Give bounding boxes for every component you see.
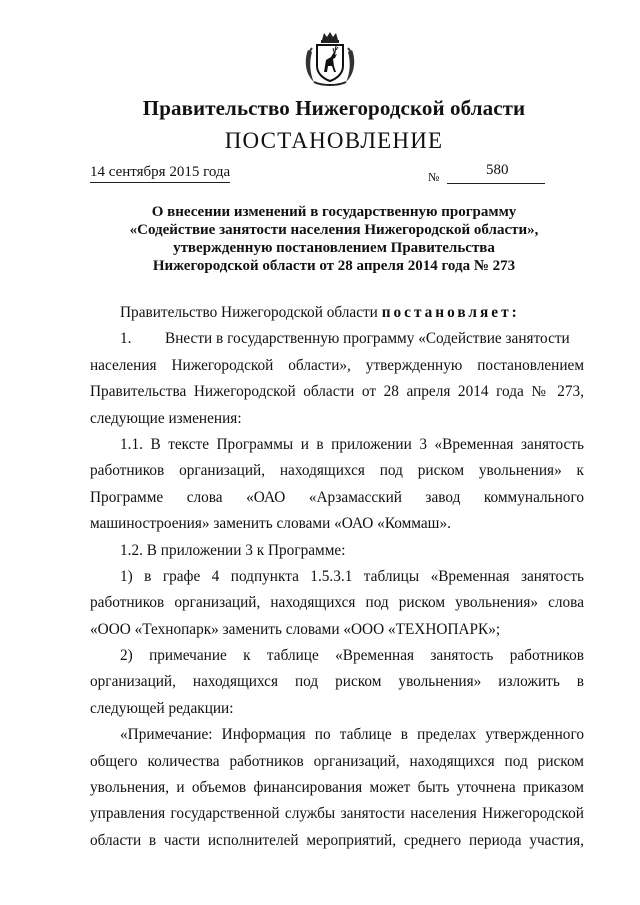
item-1-line: «ООО «Технопарк» заменить словами «ООО «ТЕХНОПАРК»; (90, 620, 501, 638)
document-subject (100, 203, 568, 275)
document-type-title: ПОСТАНОВЛЕНИЕ (224, 128, 444, 153)
subject-line: утвержденную постановлением Правительства (173, 240, 495, 256)
paragraph-1-1-line: Программе слова «ОАО «Арзамасский завод коммунального (90, 488, 584, 506)
item-2-line: 2) примечание к таблице «Временная занятость работников (120, 647, 584, 665)
paragraph-1-1-line: 1.1. В тексте Программы и в приложении 3 «Временная занятость (120, 435, 584, 453)
subject-line: Нижегородской области от 28 апреля 2014 года № 273 (152, 258, 516, 274)
item-2-line: следующей редакции: (90, 699, 234, 717)
subject-line: О внесении изменений в государственную программу (151, 204, 517, 220)
document-number: 580 (486, 162, 509, 178)
paragraph-1-1-line: машиностроения» заменить словами «ОАО «Коммаш». (90, 515, 451, 533)
document-body (90, 300, 584, 854)
note-line: управления государственной службы занятости населения Нижегородской (90, 805, 584, 823)
paragraph-1-line: населения Нижегородской области», утвержденную постановлением (90, 356, 584, 374)
paragraph-text: Внести в государственную программу «Содействие занятости (165, 330, 570, 348)
number-underline (447, 183, 545, 184)
preamble-text: Правительство Нижегородской области (120, 304, 382, 321)
paragraph-number: 1. (120, 330, 132, 348)
government-title: Правительство Нижегородской области (142, 96, 526, 120)
subject-line: «Содействие занятости населения Нижегородской области», (129, 222, 539, 238)
item-2-line: организаций, находящихся под риском увольнения» изложить в (90, 673, 584, 691)
document-date: 14 сентября 2015 года (90, 163, 230, 183)
coat-of-arms-icon (300, 30, 360, 88)
paragraph-1-line: следующие изменения: (90, 409, 242, 427)
paragraph-1-line (90, 326, 584, 352)
item-1-line: 1) в графе 4 подпункта 1.5.3.1 таблицы «Временная занятость (120, 567, 584, 585)
note-line: увольнения, и объемов финансирования может быть уточнена приказом (90, 779, 584, 797)
note-line: области в части исполнителей мероприятий, среднего периода участия, (90, 831, 584, 849)
preamble (90, 300, 584, 326)
paragraph-1-2-line: 1.2. В приложении 3 к Программе: (120, 541, 346, 559)
item-1-line: работников организаций, находящихся под риском увольнения» слова (90, 594, 584, 612)
number-label: № (428, 170, 440, 184)
paragraph-1-1-line: работников организаций, находящихся под риском увольнения» к (90, 462, 584, 480)
preamble-keyword: постановляет: (381, 304, 520, 321)
paragraph-1-line: Правительства Нижегородской области от 28 апреля 2014 года № 273, (90, 383, 584, 401)
note-line: общего количества работников организаций, находящихся под риском (90, 752, 584, 770)
note-line: «Примечание: Информация по таблице в пределах утвержденного (120, 726, 584, 744)
